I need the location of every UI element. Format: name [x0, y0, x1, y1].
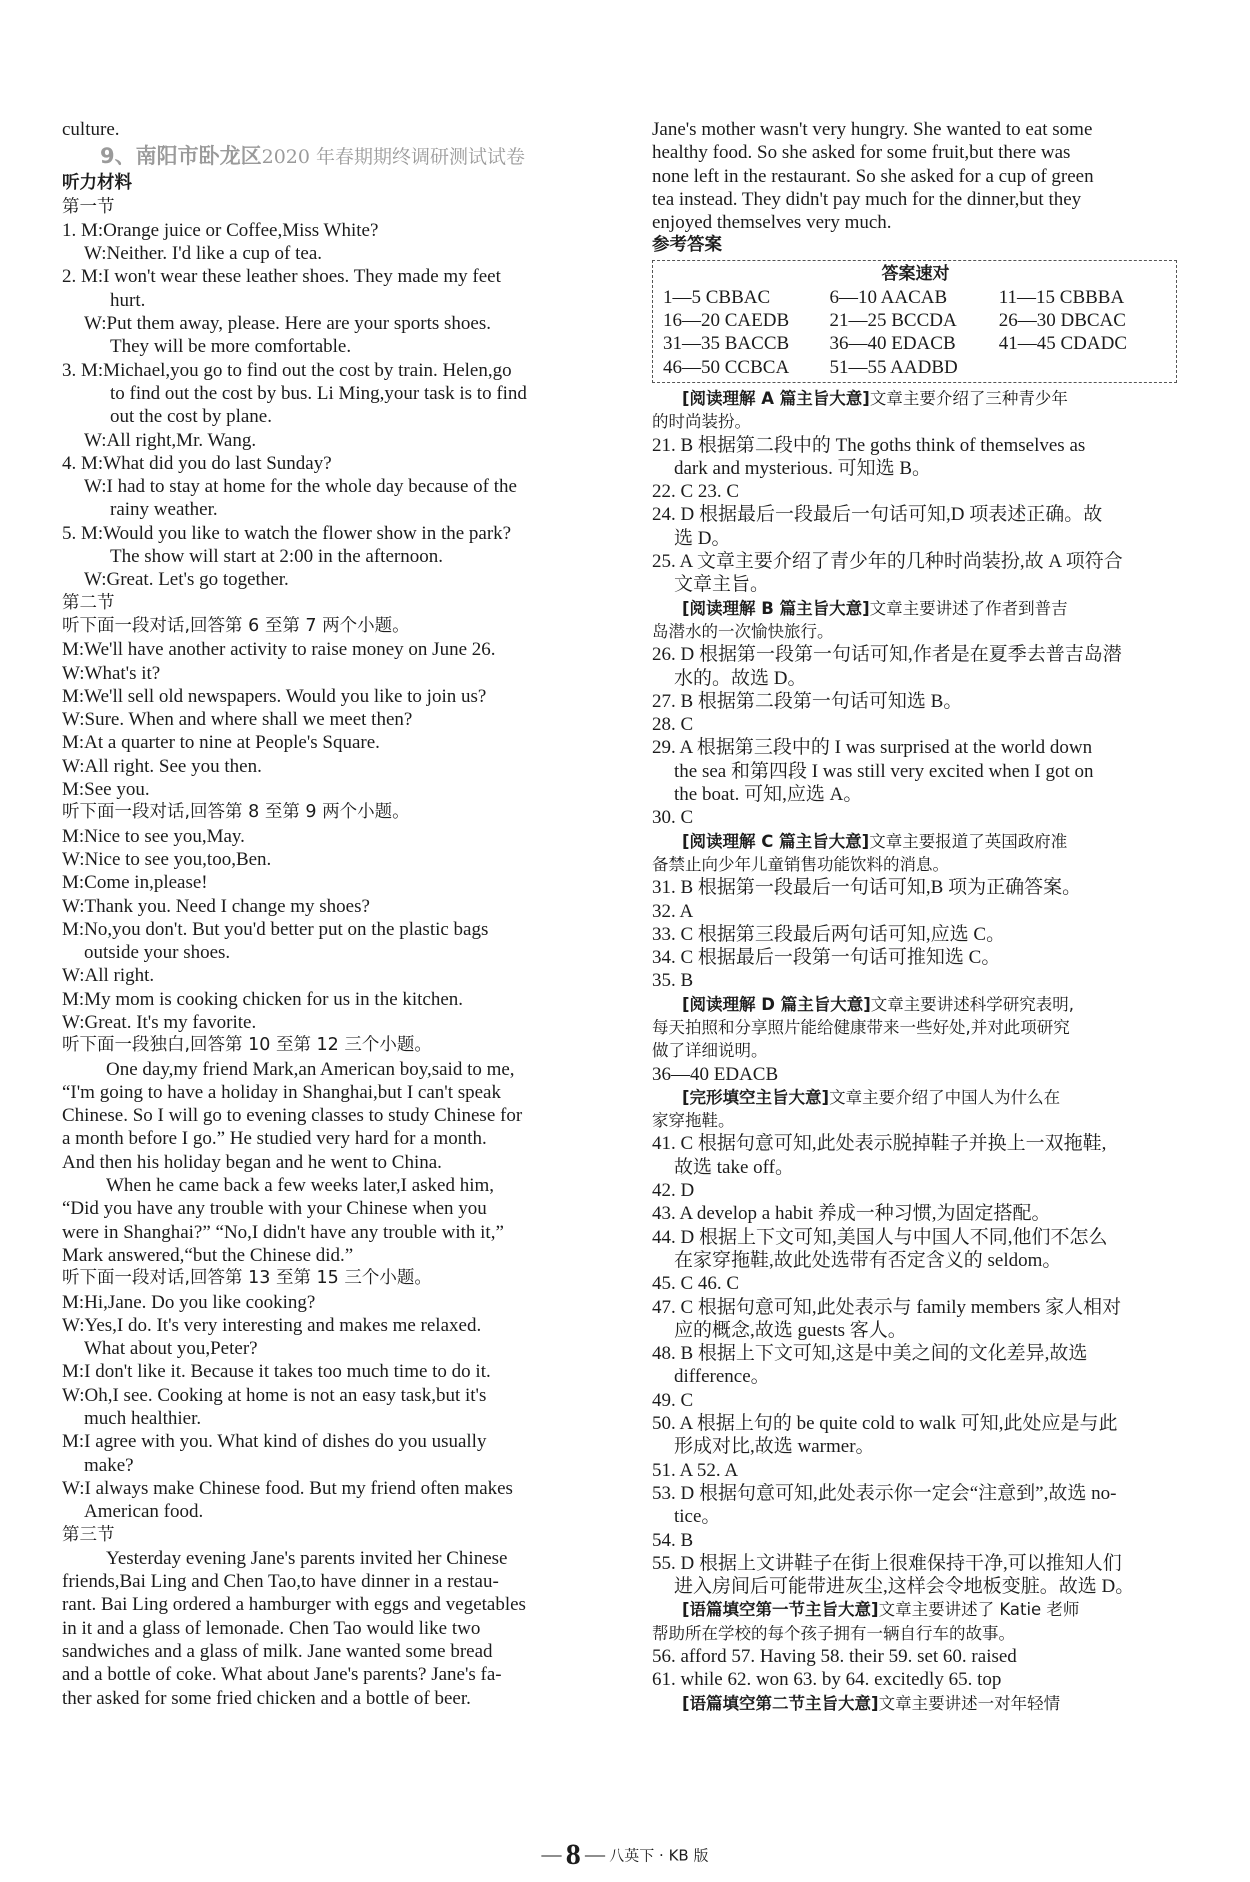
text-line: M:Hi,Jane. Do you like cooking?: [62, 1291, 316, 1313]
summary-text: 的时尚装扮。: [652, 412, 751, 432]
text-line: Yesterday evening Jane's parents invited her Chinese: [106, 1547, 508, 1569]
text-line: M:At a quarter to nine at People's Square.: [62, 732, 380, 754]
summary-b: [652, 597, 1197, 620]
text-line: 61. while 62. won 63. by 64. excitedly 65. top: [652, 1669, 1002, 1691]
text-line: hurt.: [110, 289, 146, 311]
exam-number: 9、: [100, 144, 136, 169]
summary-tag: [阅读理解 A 篇主旨大意]: [682, 388, 870, 408]
text-line: American food.: [84, 1501, 204, 1523]
part1-dialogues: [62, 219, 610, 592]
text-line: make?: [84, 1454, 134, 1476]
text-line: 27. B 根据第二段第一句话可知选 B。: [652, 690, 963, 712]
text-line: 30. C: [652, 807, 694, 829]
text-line: difference。: [674, 1366, 770, 1388]
text-line: M:We'll have another activity to raise money on June 26.: [62, 639, 496, 661]
answer-key-cell: 31—35 BACCB: [663, 333, 790, 355]
text-line: none left in the restaurant. So she asked for a cup of green: [652, 165, 1094, 187]
text-line: ther asked for some fried chicken and a bottle of beer.: [62, 1687, 471, 1709]
text-line: rainy weather.: [110, 499, 218, 521]
answer-list: [652, 876, 1197, 992]
text-line: W:Oh,I see. Cooking at home is not an easy task,but it's: [62, 1384, 487, 1406]
text-line: 34. C 根据最后一段第一句话可推知选 C。: [652, 947, 1001, 969]
dialogue-block: [62, 638, 610, 801]
summary-text: 文章主要报道了英国政府准: [869, 831, 1068, 851]
text-line: 选 D。: [674, 527, 731, 549]
passage-block: [62, 1547, 610, 1710]
answer-key-cell: 36—40 EDACB: [829, 333, 956, 355]
summary-text: 文章主要介绍了中国人为什么在: [829, 1087, 1061, 1107]
summary-a: [652, 387, 1197, 410]
summary-cloze: [652, 1086, 1197, 1109]
text-line: in it and a glass of lemonade. Chen Tao would like two: [62, 1617, 481, 1639]
summary-text: 帮助所在学校的每个孩子拥有一辆自行车的故事。: [652, 1623, 1015, 1643]
text-line: M:Nice to see you,May.: [62, 825, 245, 847]
text-line: W:Thank you. Need I change my shoes?: [62, 895, 370, 917]
dialogue-intro: 听下面一段对话,回答第 8 至第 9 两个小题。: [62, 802, 410, 823]
text-line: 33. C 根据第三段最后两句话可知,应选 C。: [652, 923, 1006, 945]
text-line: 43. A develop a habit 养成一种习惯,为固定搭配。: [652, 1203, 1051, 1225]
answer-key-cell: [999, 356, 1168, 379]
answer-key-box: [652, 260, 1177, 383]
text-line: 50. A 根据上句的 be quite cold to walk 可知,此处应是与此: [652, 1413, 1118, 1435]
text-line: Chinese. So I will go to evening classes to study Chinese for: [62, 1105, 523, 1127]
exam-place: 南阳市卧龙区: [135, 144, 262, 169]
summary-text: 做了详细说明。: [652, 1041, 768, 1061]
text-line: much healthier.: [84, 1408, 202, 1430]
text-line: W:Sure. When and where shall we meet then?: [62, 709, 413, 731]
answer-key-cell: 6—10 AACAB: [829, 286, 948, 308]
monologue-block: [62, 1058, 610, 1268]
text-line: 36—40 EDACB: [652, 1063, 779, 1085]
part-heading: 第一节: [62, 196, 115, 217]
edition-label: 八英下 · KB 版: [609, 1846, 709, 1865]
text-line: 53. D 根据句意可知,此处表示你一定会“注意到”,故选 no-: [652, 1482, 1117, 1504]
answer-key-cell: 51—55 AADBD: [829, 356, 958, 378]
text-line: tice。: [674, 1506, 721, 1528]
answer-key-table: [663, 286, 1168, 379]
dialogue-intro: 听下面一段对话,回答第 6 至第 7 两个小题。: [62, 615, 410, 636]
answer-list: [652, 643, 1197, 829]
text-line: 41. C 根据句意可知,此处表示脱掉鞋子并换上一双拖鞋,: [652, 1133, 1107, 1155]
answer-key-row: [663, 286, 1168, 309]
text-line: W:Great. Let's go together.: [84, 569, 289, 591]
text-line: 56. afford 57. Having 58. their 59. set 60. raised: [652, 1646, 1017, 1667]
text-line: “Did you have any trouble with your Chinese when you: [62, 1198, 487, 1220]
summary-tag: [阅读理解 C 篇主旨大意]: [682, 831, 870, 851]
summary-tag: [完形填空主旨大意]: [682, 1087, 830, 1107]
text-line: 44. D 根据上下文可知,美国人与中国人不同,他们不怎么: [652, 1226, 1108, 1248]
summary-text: 岛潜水的一次愉快旅行。: [652, 621, 834, 641]
text-line: sandwiches and a glass of milk. Jane wanted some bread: [62, 1641, 493, 1662]
text-line: 31. B 根据第一段最后一句话可知,B 项为正确答案。: [652, 877, 1082, 899]
text-line: M:We'll sell old newspapers. Would you like to join us?: [62, 685, 487, 707]
answer-key-cell: 26—30 DBCAC: [998, 310, 1126, 332]
text-line: enjoyed themselves very much.: [652, 212, 892, 234]
summary-text: 文章主要讲述了 Katie 老师: [878, 1600, 1080, 1620]
summary-tag: [语篇填空第二节主旨大意]: [682, 1693, 879, 1713]
text-line: tea instead. They didn't pay much for the dinner,but they: [652, 188, 1082, 210]
text-line: M:See you.: [62, 779, 150, 801]
text-line: W:I had to stay at home for the whole day because of the: [84, 476, 517, 498]
answer-key-cell: 41—45 CDADC: [998, 333, 1127, 355]
answer-key-cell: 21—25 BCCDA: [829, 310, 957, 332]
text-line: And then his holiday began and he went to China.: [62, 1151, 442, 1173]
text-line: W:All right,Mr. Wang.: [84, 429, 257, 451]
summary-fill-2: [652, 1692, 1197, 1715]
text-line: healthy food. So she asked for some fruit,but there was: [652, 142, 1071, 164]
text-line: 48. B 根据上下文可知,这是中美之间的文化差异,故选: [652, 1343, 1088, 1365]
summary-tag: [阅读理解 D 篇主旨大意]: [682, 994, 871, 1014]
text-line: 26. D 根据第一段第一句话可知,作者是在夏季去普吉岛潜: [652, 644, 1122, 666]
text-line: out the cost by plane.: [110, 406, 272, 428]
text-line: When he came back a few weeks later,I asked him,: [106, 1175, 495, 1197]
answer-key-row: [663, 356, 1168, 379]
footer-dash: —: [541, 1843, 562, 1866]
text-line: W:Yes,I do. It's very interesting and makes me relaxed.: [62, 1314, 482, 1336]
text-line: M:My mom is cooking chicken for us in the kitchen.: [62, 988, 464, 1010]
text-line: 25. A 文章主要介绍了青少年的几种时尚装扮,故 A 项符合: [652, 551, 1123, 573]
text-line: W:Neither. I'd like a cup of tea.: [84, 243, 323, 265]
section-label-listening: 听力材料: [62, 173, 132, 194]
summary-text: 文章主要讲述科学研究表明,: [870, 994, 1075, 1014]
text-line: a month before I go.” He studied very hard for a month.: [62, 1128, 487, 1150]
text-line: 35. B: [652, 970, 694, 992]
summary-text: 文章主要介绍了三种青少年: [869, 388, 1068, 408]
text-line: 45. C 46. C: [652, 1273, 740, 1295]
summary-d: [652, 993, 1197, 1016]
dialogue-block: [62, 825, 610, 1035]
text-line: 22. C 23. C: [652, 481, 740, 503]
text-line: 3. M:Michael,you go to find out the cost by train. Helen,go: [62, 359, 512, 381]
text-line: 应的概念,故选 guests 客人。: [674, 1319, 907, 1341]
summary-text: 文章主要讲述一对年轻情: [878, 1693, 1061, 1713]
text-line: They will be more comfortable.: [110, 336, 352, 358]
summary-c: [652, 830, 1197, 853]
answer-key-row: [663, 332, 1168, 355]
answer-key-cell: 46—50 CCBCA: [663, 356, 790, 378]
text-line: and a bottle of coke. What about Jane's parents? Jane's fa-: [62, 1664, 502, 1686]
top-line: culture.: [62, 119, 120, 140]
text-line: were in Shanghai?” “No,I didn't have any trouble with it,”: [62, 1221, 504, 1243]
text-line: “I'm going to have a holiday in Shanghai,but I can't speak: [62, 1081, 501, 1103]
summary-text: 家穿拖鞋。: [652, 1111, 735, 1131]
text-line: outside your shoes.: [84, 942, 231, 964]
text-line: 进入房间后可能带进灰尘,这样会令地板变脏。故选 D。: [674, 1576, 1135, 1598]
answer-key-cell: 16—20 CAEDB: [663, 310, 790, 332]
text-line: 水的。故选 D。: [674, 667, 807, 689]
text-line: W:All right.: [62, 965, 155, 987]
text-line: Mark answered,“but the Chinese did.”: [62, 1244, 354, 1266]
answer-key-title: 答案速对: [881, 263, 950, 284]
answer-list: [652, 1645, 1197, 1692]
text-line: 47. C 根据句意可知,此处表示与 family members 家人相对: [652, 1296, 1122, 1318]
right-column: [652, 118, 1197, 1715]
answer-key-cell: 1—5 CBBAC: [663, 286, 771, 308]
text-line: M:I agree with you. What kind of dishes do you usually: [62, 1431, 487, 1453]
text-line: 42. D: [652, 1180, 695, 1202]
text-line: 形成对比,故选 warmer。: [674, 1436, 875, 1458]
part-heading: 第三节: [62, 1524, 115, 1545]
answer-list: [652, 434, 1197, 597]
text-line: W:I always make Chinese food. But my friend often makes: [62, 1477, 513, 1499]
text-line: M:No,you don't. But you'd better put on the plastic bags: [62, 918, 489, 940]
answer-list: [652, 1063, 1197, 1086]
text-line: dark and mysterious. 可知选 B。: [674, 457, 932, 479]
text-line: 文章主旨。: [674, 574, 770, 596]
text-line: 32. A: [652, 900, 694, 922]
answer-list: [652, 1132, 1197, 1598]
text-line: M:I don't like it. Because it takes too much time to do it.: [62, 1361, 491, 1383]
text-line: What about you,Peter?: [84, 1338, 258, 1360]
footer-dash: —: [585, 1843, 606, 1866]
text-line: One day,my friend Mark,an American boy,said to me,: [106, 1058, 515, 1080]
text-line: 49. C: [652, 1389, 694, 1411]
text-line: M:Come in,please!: [62, 872, 208, 894]
text-line: to find out the cost by bus. Li Ming,your task is to find: [110, 382, 527, 404]
page-footer: [0, 1838, 1250, 1872]
text-line: W:What's it?: [62, 662, 161, 684]
text-line: W:Great. It's my favorite.: [62, 1011, 257, 1033]
text-line: 在家穿拖鞋,故此处选带有否定含义的 seldom。: [674, 1249, 1062, 1271]
summary-tag: [阅读理解 B 篇主旨大意]: [682, 598, 870, 618]
summary-text: 备禁止向少年儿童销售功能饮料的消息。: [652, 854, 949, 874]
text-line: friends,Bai Ling and Chen Tao,to have dinner in a restau-: [62, 1571, 499, 1593]
text-line: 54. B: [652, 1529, 694, 1551]
text-line: The show will start at 2:00 in the afternoon.: [110, 546, 443, 568]
summary-text: 文章主要讲述了作者到普吉: [869, 598, 1068, 618]
dialogue-intro: 听下面一段对话,回答第 13 至第 15 三个小题。: [62, 1268, 432, 1289]
text-line: 21. B 根据第二段中的 The goths think of themselves as: [652, 434, 1086, 456]
part-heading: 第二节: [62, 592, 115, 613]
summary-text: 每天拍照和分享照片能给健康带来一些好处,并对此项研究: [652, 1017, 1070, 1037]
text-line: 24. D 根据最后一段最后一句话可知,D 项表述正确。故: [652, 504, 1103, 526]
text-line: 55. D 根据上文讲鞋子在街上很难保持干净,可以推知人们: [652, 1552, 1122, 1574]
text-line: W:Put them away, please. Here are your sports shoes.: [84, 313, 491, 335]
passage-continuation: [652, 118, 1197, 234]
text-line: the boat. 可知,应选 A。: [674, 784, 863, 806]
text-line: 5. M:Would you like to watch the flower show in the park?: [62, 522, 512, 544]
text-line: 4. M:What did you do last Sunday?: [62, 452, 332, 474]
summary-fill-1: [652, 1598, 1197, 1621]
answers-label: 参考答案: [652, 235, 722, 256]
answer-key-row: [663, 309, 1168, 332]
left-column: [62, 118, 610, 1710]
exam-name: 2020 年春期期终调研测试试卷: [261, 146, 526, 169]
text-line: W:All right. See you then.: [62, 755, 262, 777]
monologue-intro: 听下面一段独白,回答第 10 至第 12 三个小题。: [62, 1035, 432, 1056]
text-line: the sea 和第四段 I was still very excited when I got on: [674, 760, 1094, 782]
text-line: Jane's mother wasn't very hungry. She wanted to eat some: [652, 119, 1093, 140]
text-line: 51. A 52. A: [652, 1459, 739, 1481]
text-line: W:Nice to see you,too,Ben.: [62, 848, 272, 870]
dialogue-block: [62, 1291, 610, 1524]
text-line: 29. A 根据第三段中的 I was surprised at the world down: [652, 737, 1093, 759]
answer-key-cell: 11—15 CBBBA: [998, 286, 1125, 308]
summary-tag: [语篇填空第一节主旨大意]: [682, 1600, 879, 1620]
text-line: 28. C: [652, 714, 694, 736]
text-line: 1. M:Orange juice or Coffee,Miss White?: [62, 219, 379, 241]
text-line: 故选 take off。: [674, 1156, 794, 1178]
text-line: rant. Bai Ling ordered a hamburger with eggs and vegetables: [62, 1594, 526, 1616]
exam-title: [62, 141, 610, 172]
text-line: 2. M:I won't wear these leather shoes. They made my feet: [62, 266, 501, 288]
page-number: 8: [565, 1838, 581, 1871]
